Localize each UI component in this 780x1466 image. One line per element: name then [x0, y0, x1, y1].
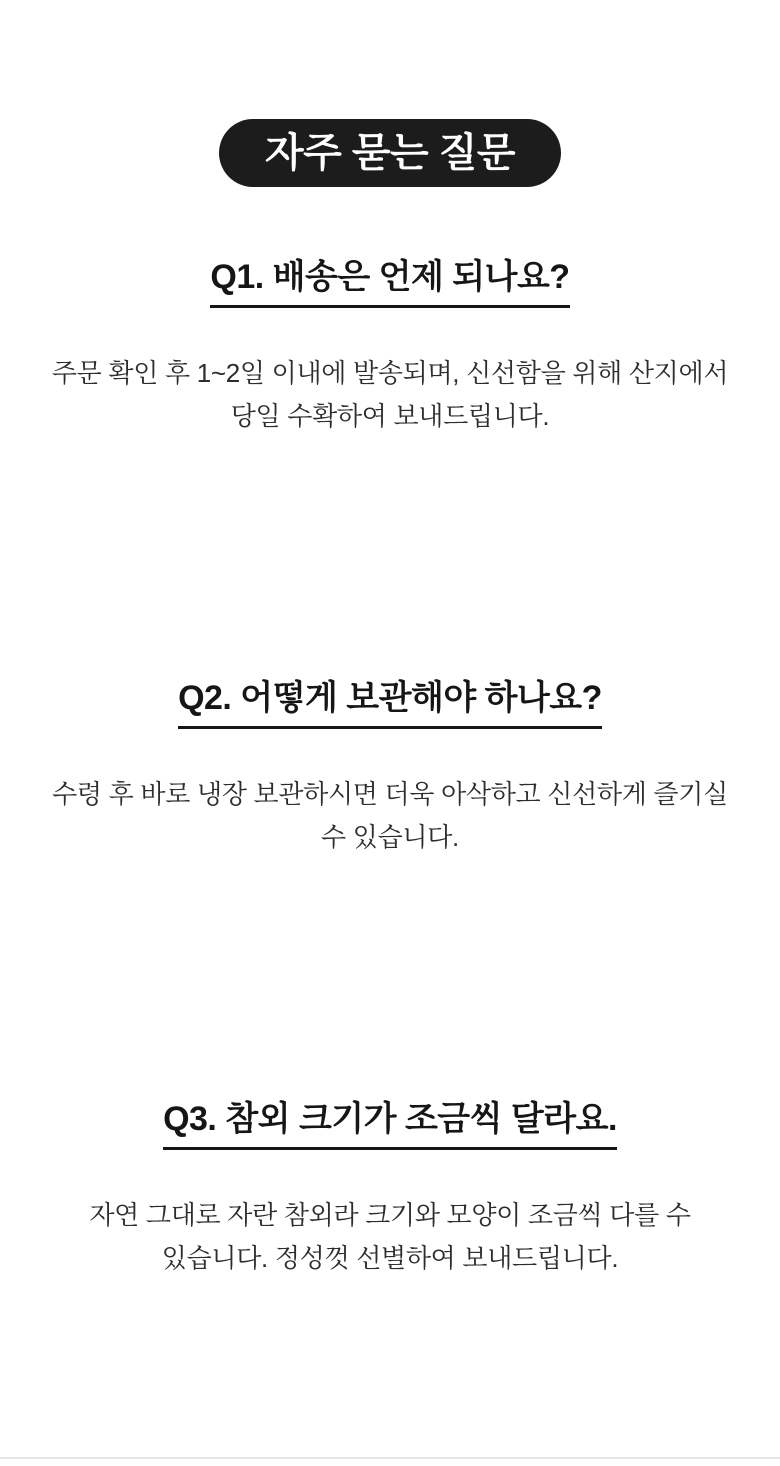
faq-answer-1-line-2: 당일 수확하여 보내드립니다.: [230, 401, 550, 431]
faq-item-2: [0, 670, 780, 859]
faq-answer-2-line-1: 수령 후 바로 냉장 보관하시면 더욱 아삭하고 신선하게 즐기실: [52, 779, 728, 809]
faq-item-1: [0, 249, 780, 438]
faq-question-3-row: [0, 1091, 780, 1150]
faq-answer-1: [50, 352, 730, 438]
faq-question-2: Q2. 어떻게 보관해야 하나요?: [178, 670, 602, 729]
faq-section-badge: 자주 묻는 질문: [219, 119, 561, 187]
faq-answer-3-line-2: 있습니다. 정성껏 선별하여 보내드립니다.: [161, 1243, 619, 1273]
faq-answer-3: [50, 1194, 730, 1280]
faq-question-2-row: [0, 670, 780, 729]
faq-answer-2: [50, 773, 730, 859]
faq-question-1-row: [0, 249, 780, 308]
section-divider: [0, 1457, 780, 1459]
faq-answer-2-line-2: 수 있습니다.: [321, 822, 459, 852]
faq-question-3: Q3. 참외 크기가 조금씩 달라요.: [163, 1091, 617, 1150]
faq-answer-1-line-1: 주문 확인 후 1~2일 이내에 발송되며, 신선함을 위해 산지에서: [51, 358, 729, 388]
faq-answer-3-line-1: 자연 그대로 자란 참외라 크기와 모양이 조금씩 다를 수: [89, 1200, 691, 1230]
faq-item-3: [0, 1091, 780, 1280]
faq-question-1: Q1. 배송은 언제 되나요?: [210, 249, 569, 308]
